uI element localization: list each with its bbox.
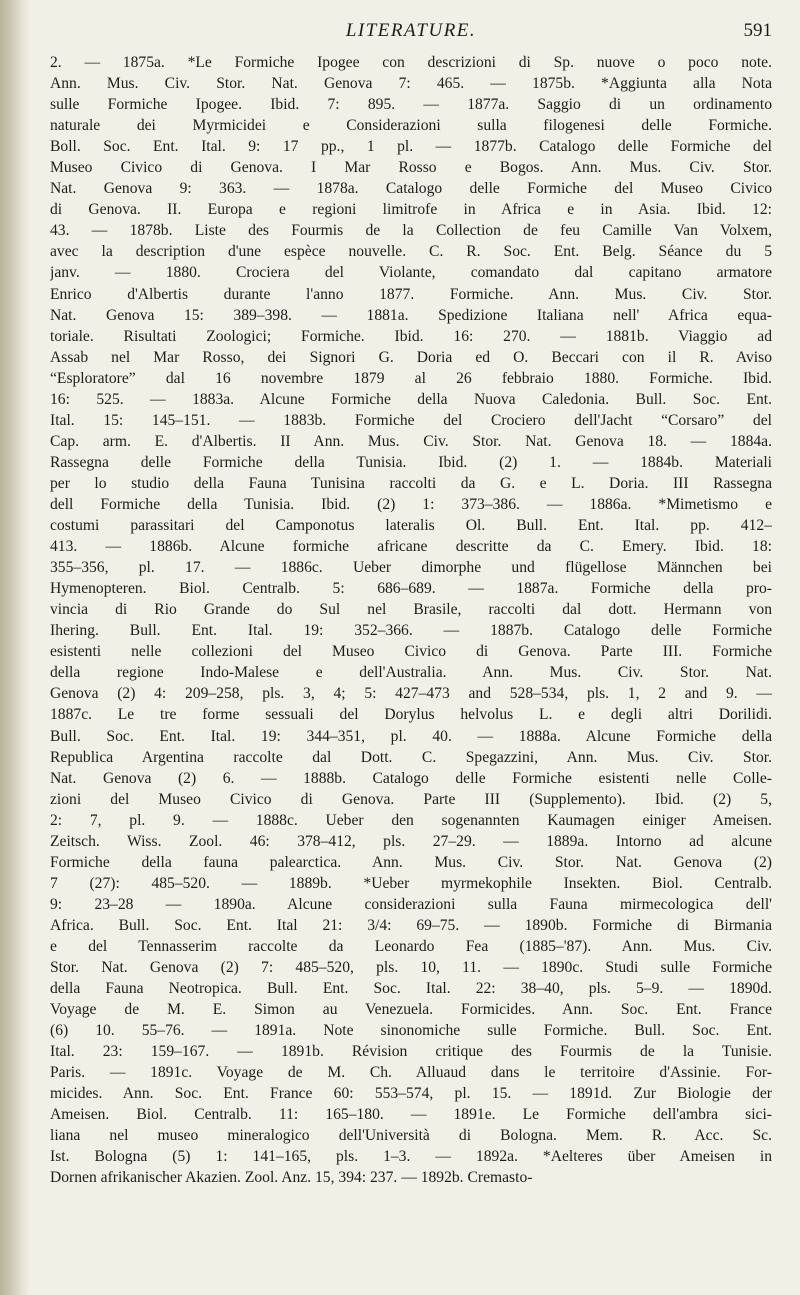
text-line: Africa. Bull. Soc. Ent. Ital 21: 3/4: 69–75. — 1890b. Formiche di Birmania: [50, 916, 772, 934]
text-line: 413. — 1886b. Alcune formiche africane descritte da C. Emery. Ibid. 18:: [50, 538, 772, 556]
text-line: Stor. Nat. Genova (2) 7: 485–520, pls. 10, 11. — 1890c. Studi sulle Formiche: [50, 959, 772, 977]
text-line: 2: 7, pl. 9. — 1888c. Ueber den sogenannten Kaumagen einiger Ameisen.: [50, 811, 772, 829]
text-line: 16: 525. — 1883a. Alcune Formiche della Nuova Caledonia. Bull. Soc. Ent.: [50, 390, 772, 408]
text-line: Bull. Soc. Ent. Ital. 19: 344–351, pl. 40. — 1888a. Alcune Formiche della: [50, 727, 772, 745]
text-line: per lo studio della Fauna Tunisina raccolti da G. e L. Doria. III Rassegna: [50, 474, 772, 492]
text-line: “Esploratore” dal 16 novembre 1879 al 26 febbraio 1880. Formiche. Ibid.: [50, 369, 772, 387]
text-line: Ann. Mus. Civ. Stor. Nat. Genova 7: 465. — 1875b. *Aggiunta alla Nota: [50, 75, 772, 93]
text-line: 1887c. Le tre forme sessuali del Dorylus helvolus L. e degli altri Dorilidi.: [50, 706, 772, 724]
text-line: vincia di Rio Grande do Sul nel Brasile, raccolti dal dott. Hermann von: [50, 601, 772, 619]
text-line: Republica Argentina raccolte dal Dott. C. Spegazzini, Ann. Mus. Civ. Stor.: [50, 748, 772, 766]
text-line: zioni del Museo Civico di Genova. Parte III (Supplemento). Ibid. (2) 5,: [50, 790, 772, 808]
text-line: Nat. Genova 9: 363. — 1878a. Catalogo delle Formiche del Museo Civico: [50, 180, 772, 198]
running-title: LITERATURE.: [345, 20, 477, 41]
text-line: Genova (2) 4: 209–258, pls. 3, 4; 5: 427–473 and 528–534, pls. 1, 2 and 9. —: [50, 685, 772, 703]
text-line: micides. Ann. Soc. Ent. France 60: 553–574, pl. 15. — 1891d. Zur Biologie der: [50, 1085, 772, 1103]
text-line: Zeitsch. Wiss. Zool. 46: 378–412, pls. 27–29. — 1889a. Intorno ad alcune: [50, 832, 772, 850]
text-line: Cap. arm. E. d'Albertis. II Ann. Mus. Civ. Stor. Nat. Genova 18. — 1884a.: [50, 432, 772, 450]
text-line: Formiche della fauna palearctica. Ann. Mus. Civ. Stor. Nat. Genova (2): [50, 853, 772, 871]
text-line: sulle Formiche Ipogee. Ibid. 7: 895. — 1877a. Saggio di un ordinamento: [50, 96, 772, 114]
text-line: Nat. Genova 15: 389–398. — 1881a. Spedizione Italiana nell' Africa equa-: [50, 306, 772, 324]
bibliography-text: [50, 52, 772, 1189]
page-binding-shadow: [0, 0, 30, 1295]
text-line: costumi parassitari del Camponotus lateralis Ol. Bull. Ent. Ital. pp. 412–: [50, 517, 772, 535]
text-line: Nat. Genova (2) 6. — 1888b. Catalogo delle Formiche esistenti nelle Colle-: [50, 769, 772, 787]
text-line: della regione Indo-Malese e dell'Australia. Ann. Mus. Civ. Stor. Nat.: [50, 664, 772, 682]
text-line: Enrico d'Albertis durante l'anno 1877. Formiche. Ann. Mus. Civ. Stor.: [50, 285, 772, 303]
text-line: di Genova. II. Europa e regioni limitrofe in Africa e in Asia. Ibid. 12:: [50, 201, 772, 219]
text-line: Dornen afrikanischer Akazien. Zool. Anz. 15, 394: 237. — 1892b. Cremasto-: [50, 1169, 533, 1187]
text-line: toriale. Risultati Zoologici; Formiche. Ibid. 16: 270. — 1881b. Viaggio ad: [50, 327, 772, 345]
text-line: janv. — 1880. Crociera del Violante, comandato dal capitano armatore: [50, 264, 772, 282]
text-line: 355–356, pl. 17. — 1886c. Ueber dimorphe und flügellose Männchen bei: [50, 559, 772, 577]
text-line: Voyage de M. E. Simon au Venezuela. Formicides. Ann. Soc. Ent. France: [50, 1001, 772, 1019]
text-line: Assab nel Mar Rosso, dei Signori G. Doria ed O. Beccari con il R. Aviso: [50, 348, 772, 366]
text-line: liana nel museo mineralogico dell'Università di Bologna. Mem. R. Acc. Sc.: [50, 1127, 772, 1145]
text-line: dell Formiche della Tunisia. Ibid. (2) 1: 373–386. — 1886a. *Mimetismo e: [50, 495, 772, 513]
text-line: Ist. Bologna (5) 1: 141–165, pls. 1–3. — 1892a. *Aelteres über Ameisen in: [50, 1148, 772, 1166]
text-line: Hymenopteren. Biol. Centralb. 5: 686–689. — 1887a. Formiche della pro-: [50, 580, 772, 598]
text-line: Rassegna delle Formiche della Tunisia. Ibid. (2) 1. — 1884b. Materiali: [50, 453, 772, 471]
text-line: Ameisen. Biol. Centralb. 11: 165–180. — 1891e. Le Formiche dell'ambra sici-: [50, 1106, 772, 1124]
text-line: della Fauna Neotropica. Bull. Ent. Soc. Ital. 22: 38–40, pls. 5–9. — 1890d.: [50, 980, 772, 998]
running-head: [50, 20, 772, 50]
text-line: naturale dei Myrmicidei e Considerazioni sulla filogenesi delle Formiche.: [50, 117, 772, 135]
text-line: 2. — 1875a. *Le Formiche Ipogee con descrizioni di Sp. nuove o poco note.: [50, 54, 772, 71]
text-line: e del Tennasserim raccolte da Leonardo Fea (1885–'87). Ann. Mus. Civ.: [50, 937, 772, 955]
text-line: Paris. — 1891c. Voyage de M. Ch. Alluaud dans le territoire d'Assinie. For-: [50, 1064, 772, 1082]
text-line: 9: 23–28 — 1890a. Alcune considerazioni sulla Fauna mirmecologica dell': [50, 895, 772, 913]
text-line: 7 (27): 485–520. — 1889b. *Ueber myrmekophile Insekten. Biol. Centralb.: [50, 874, 772, 892]
text-line: Ital. 15: 145–151. — 1883b. Formiche del Crociero dell'Jacht “Corsaro” del: [50, 411, 772, 429]
page-number: 591: [743, 20, 772, 41]
text-line: Ital. 23: 159–167. — 1891b. Révision critique des Fourmis de la Tunisie.: [50, 1043, 772, 1061]
text-line: avec la description d'une espèce nouvelle. C. R. Soc. Ent. Belg. Séance du 5: [50, 243, 772, 261]
book-page: [50, 20, 772, 1189]
text-line: esistenti nelle collezioni del Museo Civico di Genova. Parte III. Formiche: [50, 643, 772, 661]
text-line: (6) 10. 55–76. — 1891a. Note sinonomiche sulle Formiche. Bull. Soc. Ent.: [50, 1022, 772, 1040]
text-line: 43. — 1878b. Liste des Fourmis de la Collection de feu Camille Van Volxem,: [50, 222, 772, 240]
text-line: Ihering. Bull. Ent. Ital. 19: 352–366. — 1887b. Catalogo delle Formiche: [50, 622, 772, 640]
text-line: Boll. Soc. Ent. Ital. 9: 17 pp., 1 pl. — 1877b. Catalogo delle Formiche del: [50, 138, 772, 156]
text-line: Museo Civico di Genova. I Mar Rosso e Bogos. Ann. Mus. Civ. Stor.: [50, 159, 772, 177]
